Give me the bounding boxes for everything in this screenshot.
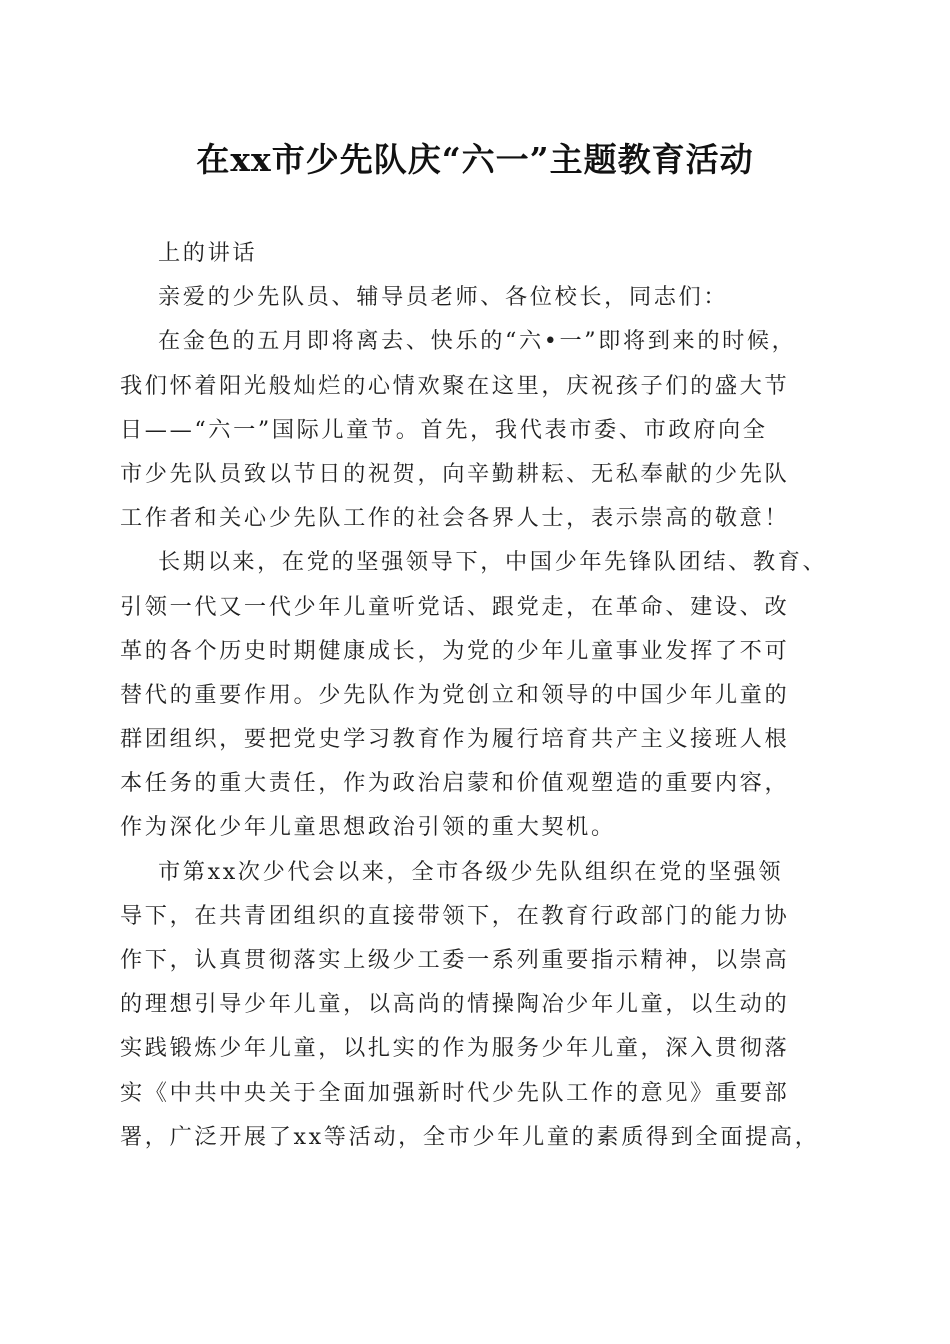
paragraph-first-line: 在金色的五月即将离去、快乐的“六•一”即将到来的时候， bbox=[158, 328, 797, 355]
paragraph-line: 署，广泛开展了xx等活动，全市少年儿童的素质得到全面提高， bbox=[120, 1123, 820, 1150]
paragraph-first-line: 市第xx次少代会以来，全市各级少先队组织在党的坚强领 bbox=[158, 858, 784, 885]
paragraph-line: 日——“六一”国际儿童节。首先，我代表市委、市政府向全 bbox=[120, 416, 768, 443]
paragraph-line: 实《中共中央关于全面加强新时代少先队工作的意见》重要部 bbox=[120, 1079, 790, 1106]
paragraph-line: 工作者和关心少先队工作的社会各界人士，表示崇高的敬意！ bbox=[120, 505, 790, 532]
paragraph-line: 导下，在共青团组织的直接带领下，在教育行政部门的能力协 bbox=[120, 902, 790, 929]
paragraph-line: 替代的重要作用。少先队作为党创立和领导的中国少年儿童的 bbox=[120, 681, 790, 708]
paragraph-line: 本任务的重大责任，作为政治启蒙和价值观塑造的重要内容， bbox=[120, 770, 790, 797]
paragraph-line: 群团组织，要把党史学习教育作为履行培育共产主义接班人根 bbox=[120, 726, 790, 753]
paragraph-line: 实践锻炼少年儿童，以扎实的作为服务少年儿童，深入贯彻落 bbox=[120, 1035, 790, 1062]
paragraph-first-line: 长期以来，在党的坚强领导下，中国少年先锋队团结、教育、 bbox=[158, 549, 828, 576]
paragraph-line: 我们怀着阳光般灿烂的心情欢聚在这里，庆祝孩子们的盛大节 bbox=[120, 372, 790, 399]
paragraph-line: 作下，认真贯彻落实上级少工委一系列重要指示精神，以崇高 bbox=[120, 947, 790, 973]
paragraph-line: 的理想引导少年儿童，以高尚的情操陶冶少年儿童，以生动的 bbox=[120, 991, 790, 1018]
paragraph-line: 引领一代又一代少年儿童听党话、跟党走，在革命、建设、改 bbox=[120, 593, 790, 620]
paragraph-line: 市少先队员致以节日的祝贺，向辛勤耕耘、无私奉献的少先队 bbox=[120, 460, 790, 487]
document-body bbox=[120, 231, 842, 1159]
paragraph-line: 革的各个历史时期健康成长，为党的少年儿童事业发挥了不可 bbox=[120, 637, 790, 664]
paragraph-line: 作为深化少年儿童思想政治引领的重大契机。 bbox=[120, 814, 616, 841]
paragraph-first-line: 亲爱的少先队员、辅导员老师、各位校长，同志们： bbox=[158, 284, 729, 311]
paragraph-first-line: 上的讲话 bbox=[158, 240, 258, 266]
document-title: 在xx市少先队庆“六一”主题教育活动 bbox=[196, 140, 754, 179]
